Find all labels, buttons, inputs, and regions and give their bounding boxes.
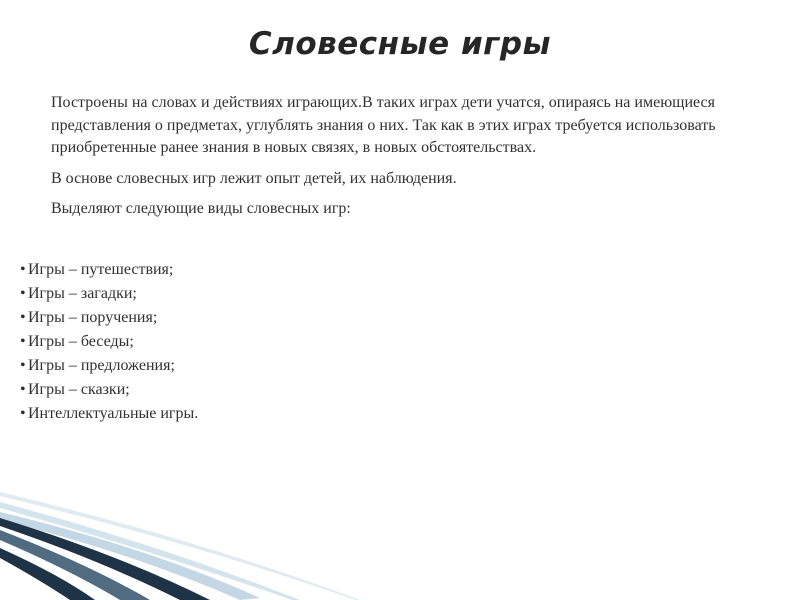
bullet-icon: • bbox=[20, 261, 26, 278]
slide-title: Словесные игры bbox=[248, 26, 552, 62]
bullet-icon: • bbox=[20, 405, 26, 422]
bullet-icon: • bbox=[20, 357, 26, 374]
list-item: • Игры – загадки; bbox=[20, 282, 198, 306]
experience-paragraph: В основе словесных игр лежит опыт детей, их наблюдения. bbox=[51, 169, 457, 187]
list-item: • Игры – беседы; bbox=[20, 330, 198, 354]
bullet-icon: • bbox=[20, 381, 26, 398]
list-intro: Выделяют следующие виды словесных игр: bbox=[51, 200, 351, 217]
bullet-icon: • bbox=[20, 333, 26, 350]
bullet-icon: • bbox=[20, 285, 26, 302]
list-item: • Игры – поручения; bbox=[20, 306, 198, 330]
list-item: • Игры – предложения; bbox=[20, 354, 198, 378]
list-item: • Интеллектуальные игры. bbox=[20, 402, 198, 426]
game-types-list bbox=[20, 258, 198, 426]
decorative-wave-lines bbox=[0, 490, 800, 600]
intro-paragraph: Построены на словах и действиях играющих.В таких играх дети учатся, опираясь на имеющиеся представления о предметах, углублять знания о них. Так как в этих играх требуется использовать приобретенные ранее знания в новых связях, в новых обстоятельствах. bbox=[51, 94, 716, 156]
list-item: • Игры – сказки; bbox=[20, 378, 198, 402]
list-item: • Игры – путешествия; bbox=[20, 258, 198, 282]
slide-body bbox=[51, 92, 751, 224]
bullet-icon: • bbox=[20, 309, 26, 326]
